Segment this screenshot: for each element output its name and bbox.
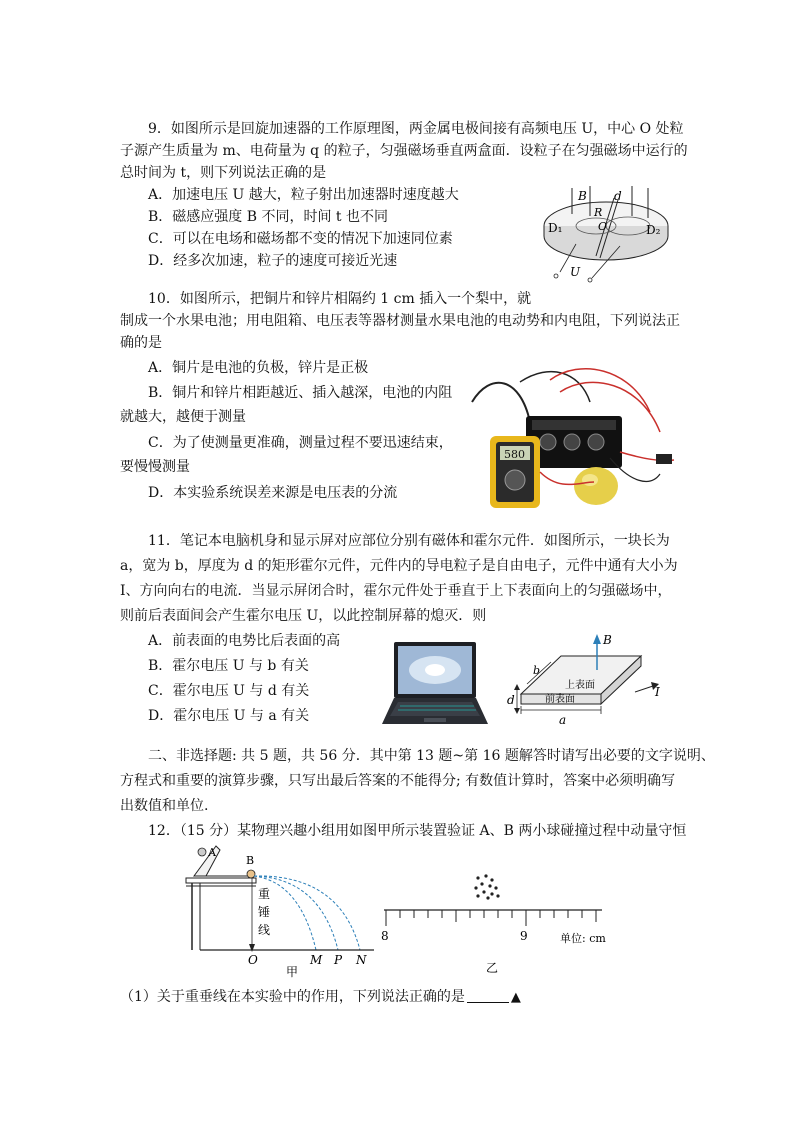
- q11-stem-line-3: I、方向向右的电流．当显示屏闭合时，霍尔元件处于垂直于上下表面向上的匀强磁场中，: [120, 583, 672, 599]
- ruler-unit-label: 单位: cm: [560, 932, 606, 945]
- q10-option-b: B．铜片和锌片相距越近、插入越深，电池的内阻: [148, 385, 453, 401]
- section2-instructions-line-1: 二、非选择题: 共 5 题，共 56 分．其中第 13 题~第 16 题解答时请写出必要的文字说明、: [148, 748, 715, 764]
- hall-label-a: a: [559, 713, 567, 727]
- hall-label-front-surface: 前表面: [545, 694, 575, 705]
- q11-stem-line-1: 11．笔记本电脑机身和显示屏对应部位分别有磁体和霍尔元件．如图所示，一块长为: [148, 533, 670, 549]
- q10-stem-line-3: 确的是: [120, 335, 162, 351]
- cyclotron-label-r: R: [594, 206, 603, 219]
- cyclotron-label-o: O: [598, 220, 608, 233]
- cyclotron-label-d1: D₁: [548, 221, 563, 235]
- figure-caption-yi: 乙: [486, 961, 499, 975]
- q11-option-a: A．前表面的电势比后表面的高: [148, 633, 341, 649]
- cyclotron-label-u: U: [570, 265, 581, 279]
- q11-stem-line-4: 则前后表面间会产生霍尔电压 U，以此控制屏幕的熄灭．则: [120, 608, 487, 624]
- hall-label-current: I: [655, 685, 660, 699]
- q10-option-c: C．为了使测量更准确，测量过程不要迅速结束，: [148, 435, 453, 451]
- q9-option-c: C．可以在电场和磁场都不变的情况下加速同位素: [148, 231, 453, 247]
- hall-label-b-width: b: [533, 664, 541, 677]
- answer-marker-triangle: ▲: [510, 990, 521, 1005]
- q11-option-b: B．霍尔电压 U 与 b 有关: [148, 658, 309, 674]
- q9-stem-line-3: 总时间为 t，则下列说法正确的是: [120, 165, 327, 181]
- ruler-landing-points-figure-yi: [378, 868, 614, 978]
- cyclotron-label-b: B: [578, 189, 587, 203]
- q9-stem-line-1: 9．如图所示是回旋加速器的工作原理图，两金属电极间接有高频电压 U，中心 O 处粒: [148, 121, 684, 137]
- q9-stem-line-2: 子源产生质量为 m、电荷量为 q 的粒子，匀强磁场垂直两盒面．设粒子在匀强磁场中运行的: [120, 143, 688, 159]
- q9-option-b: B．磁感应强度 B 不同，时间 t 也不同: [148, 209, 389, 225]
- plumb-line-char-2: 锤: [258, 905, 271, 919]
- plumb-line-char-1: 重: [258, 887, 271, 901]
- cyclotron-label-d2: D₂: [646, 223, 661, 237]
- cyclotron-label-d: d: [614, 189, 622, 203]
- ruler-ticks: [386, 910, 596, 926]
- q11-option-c: C．霍尔电压 U 与 d 有关: [148, 683, 310, 699]
- answer-blank: [467, 988, 509, 1003]
- ruler-tick-label-9: 9: [520, 929, 528, 943]
- apparatus-label-o: O: [248, 953, 258, 967]
- q9-option-d: D．经多次加速，粒子的速度可接近光速: [148, 253, 398, 269]
- q12-stem: 12．（15 分）某物理兴趣小组用如图甲所示装置验证 A、B 两小球碰撞过程中动量守恒: [148, 823, 687, 839]
- q10-option-c-cont: 要慢慢测量: [120, 459, 190, 475]
- hall-label-d: d: [507, 693, 515, 707]
- q10-option-b-cont: 就越大，越便于测量: [120, 409, 246, 425]
- collision-apparatus-figure-jia: [180, 842, 380, 978]
- hall-label-b-field: B: [603, 633, 612, 647]
- ruler-tick-label-8: 8: [381, 929, 389, 943]
- section2-instructions-line-3: 出数值和单位.: [120, 798, 209, 814]
- q12-subquestion-1-text: （1）关于重垂线在本实验中的作用，下列说法正确的是: [120, 989, 465, 1005]
- q10-option-a: A．铜片是电池的负极，锌片是正极: [148, 360, 369, 376]
- apparatus-label-p: P: [334, 953, 343, 967]
- plumb-line-char-3: 线: [258, 923, 271, 937]
- cyclotron-diagram: [536, 184, 676, 284]
- multimeter-display: 580: [504, 448, 525, 461]
- q9-option-a: A．加速电压 U 越大，粒子射出加速器时速度越大: [148, 187, 459, 203]
- apparatus-label-m: M: [310, 953, 323, 967]
- q10-stem-line-2: 制成一个水果电池；用电阻箱、电压表等器材测量水果电池的电动势和内电阻，下列说法正: [120, 313, 680, 329]
- fruit-battery-photo: [460, 362, 684, 510]
- laptop-photo: [380, 640, 490, 728]
- figure-caption-jia: 甲: [286, 965, 299, 978]
- hall-label-top-surface: 上表面: [565, 680, 595, 691]
- q12-subquestion-1: [120, 986, 521, 1009]
- apparatus-label-n: N: [356, 953, 367, 967]
- q10-stem-line-1: 10．如图所示，把铜片和锌片相隔约 1 cm 插入一个梨中，就: [148, 291, 532, 307]
- landing-point-cluster: [474, 874, 499, 899]
- q11-stem-line-2: a，宽为 b，厚度为 d 的矩形霍尔元件，元件内的导电粒子是自由电子，元件中通有大小为: [120, 558, 678, 574]
- hall-element-diagram: [505, 630, 675, 730]
- apparatus-label-b: B: [246, 854, 255, 867]
- apparatus-label-a: A: [208, 846, 216, 859]
- section2-instructions-line-2: 方程式和重要的演算步骤，只写出最后答案的不能得分; 有数值计算时，答案中必须明确写: [120, 773, 676, 789]
- q10-option-d: D．本实验系统误差来源是电压表的分流: [148, 485, 398, 501]
- q11-option-d: D．霍尔电压 U 与 a 有关: [148, 708, 310, 724]
